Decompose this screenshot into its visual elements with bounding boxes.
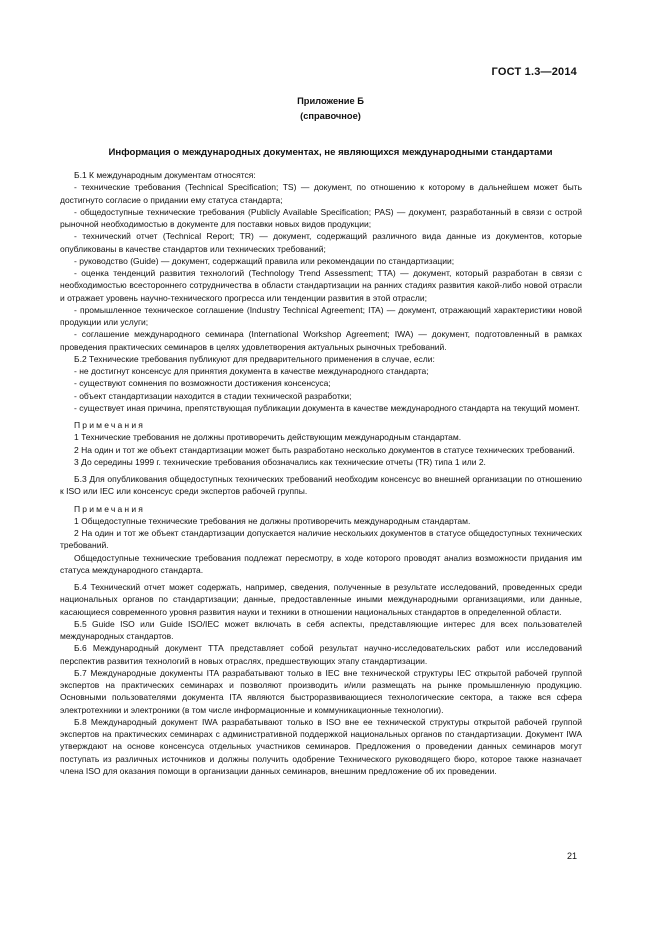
paragraph: Б.2 Технические требования публикуют для предварительного применения в случае, если: <box>74 353 435 364</box>
document-body <box>60 169 582 777</box>
annex-subtitle: (справочное) <box>300 111 361 121</box>
list-item: - не достигнут консенсус для принятия документа в качестве международного стандарта; <box>74 366 429 376</box>
note: 2 На один и тот же объект стандартизации допускается наличие нескольких документов в статусе общедоступных технических требований. <box>60 528 582 551</box>
paragraph: Б.8 Международный документ IWA разрабатывают только в ISO вне ее технической структуры открытой рабочей группой экспертов на практических семинарах с административной поддержкой национальных органов по стандартизации. Документ IWA утверждают на основе консенсуса отдельных участников семинаров. Предложения о проведении данных семинаров могут поступать из различных источников и должны получить одобрение Технического руководящего бюро, которое также назначает члена ISO для оказания помощи в организации данных семинаров, внешним предложение об их проведении. <box>60 716 582 776</box>
list-item: - существует иная причина, препятствующая публикации документа в качестве международного стандарта на текущий момент. <box>74 402 580 413</box>
paragraph: Б.3 Для опубликования общедоступных технических требований необходим консенсус во внешней организации по отношению к ISO или IEC или консенсус среди экспертов рабочей группы. <box>60 474 582 497</box>
notes-heading: Примечания <box>74 420 146 430</box>
annex-heading <box>0 94 661 124</box>
list-item: - руководство (Guide) — документ, содержащий правила или рекомендации по стандартизации; <box>74 255 455 266</box>
list-item: - оценка тенденций развития технологий (Technology Trend Assessment; TTA) — документ, который разработан в связи с необходимостью всестороннего сотрудничества в области стандартизации на ранних стадиях развития какой-либо новой отрасли и отражает уровень научно-технического прогресса или тенденции развития в этой отрасли; <box>60 268 582 303</box>
annex-title: Приложение Б <box>297 96 364 106</box>
paragraph: Б.7 Международные документы ITA разрабатывают только в IEC вне технической структуры IEC открытой рабочей группой экспертов на практических семинарах и позволяют производить и/или размещать на рынке промышленную продукцию. Основными пользователями документа ITA являются быстроразвивающиеся технологические сектора, а также вся сфера электротехники и электроники (в том числе информационные и коммуникационные технологии). <box>60 667 582 715</box>
note: 1 Технические требования не должны противоречить действующим международным стандартам. <box>74 432 462 443</box>
list-item: - промышленное техническое соглашение (Industry Technical Agreement; ITA) — документ, отражающий характеристики новой продукции или услуги; <box>60 304 582 327</box>
notes-heading: Примечания <box>74 503 146 514</box>
paragraph: Б.4 Технический отчет может содержать, например, сведения, полученные в результате исследований, проведенных среди национальных органов по стандартизации; данные, предоставленные иными международными организациями, или данные, касающиеся современного уровня развития науки и техники в отношении национальных стандартов в определенной области. <box>60 582 582 617</box>
paragraph: Б.5 Guide ISO или Guide ISO/IEC может включать в себя аспекты, представляющие интерес для всех пользователей международных стандартов. <box>60 618 582 641</box>
page-number: 21 <box>566 851 577 861</box>
section-title: Информация о международных документах, не являющихся международными стандартами <box>108 147 553 158</box>
list-item: - общедоступные технические требования (Publicly Available Specification; PAS) — документ, разработанный в связи с острой рыночной необходимостью в документе для поставки новых видов продукции; <box>60 206 582 229</box>
list-item: - существуют сомнения по возможности достижения консенсуса; <box>74 378 331 389</box>
document-code: ГОСТ 1.3—2014 <box>491 66 577 78</box>
paragraph: Б.6 Международный документ ТТА представляет собой результат научно-исследовательских работ или исследований перспектив развития технологий в новых отраслях, предшествующих этапу стандартизации. <box>60 643 582 666</box>
list-item: - технический отчет (Technical Report; TR) — документ, содержащий различного вида данные из документов, которые опубликованы в качестве стандартов или технических требований; <box>60 231 582 254</box>
paragraph: Б.1 К международным документам относятся: <box>74 170 256 180</box>
paragraph: Общедоступные технические требования подлежат пересмотру, в ходе которого проводят анализ возможности придания им статуса международного стандарта. <box>60 552 582 575</box>
note: 3 До середины 1999 г. технические требования обозначались как технические отчеты (TR) типа 1 или 2. <box>74 456 486 467</box>
list-item: - соглашение международного семинара (International Workshop Agreement; IWA) — документ, подготовленный в рамках проведения практических семинаров в целях удовлетворения актуальных рыночных требований. <box>60 329 582 352</box>
note: 2 На один и тот же объект стандартизации может быть разработано несколько документов в статусе технических требований. <box>74 444 575 455</box>
list-item: - технические требования (Technical Specification; TS) — документ, по отношению к которому в дальнейшем может быть достигнуто согласие о придании ему статуса стандарта; <box>60 182 582 205</box>
list-item: - объект стандартизации находится в стадии технической разработки; <box>74 390 352 401</box>
note: 1 Общедоступные технические требования не должны противоречить международным стандартам. <box>74 515 471 526</box>
